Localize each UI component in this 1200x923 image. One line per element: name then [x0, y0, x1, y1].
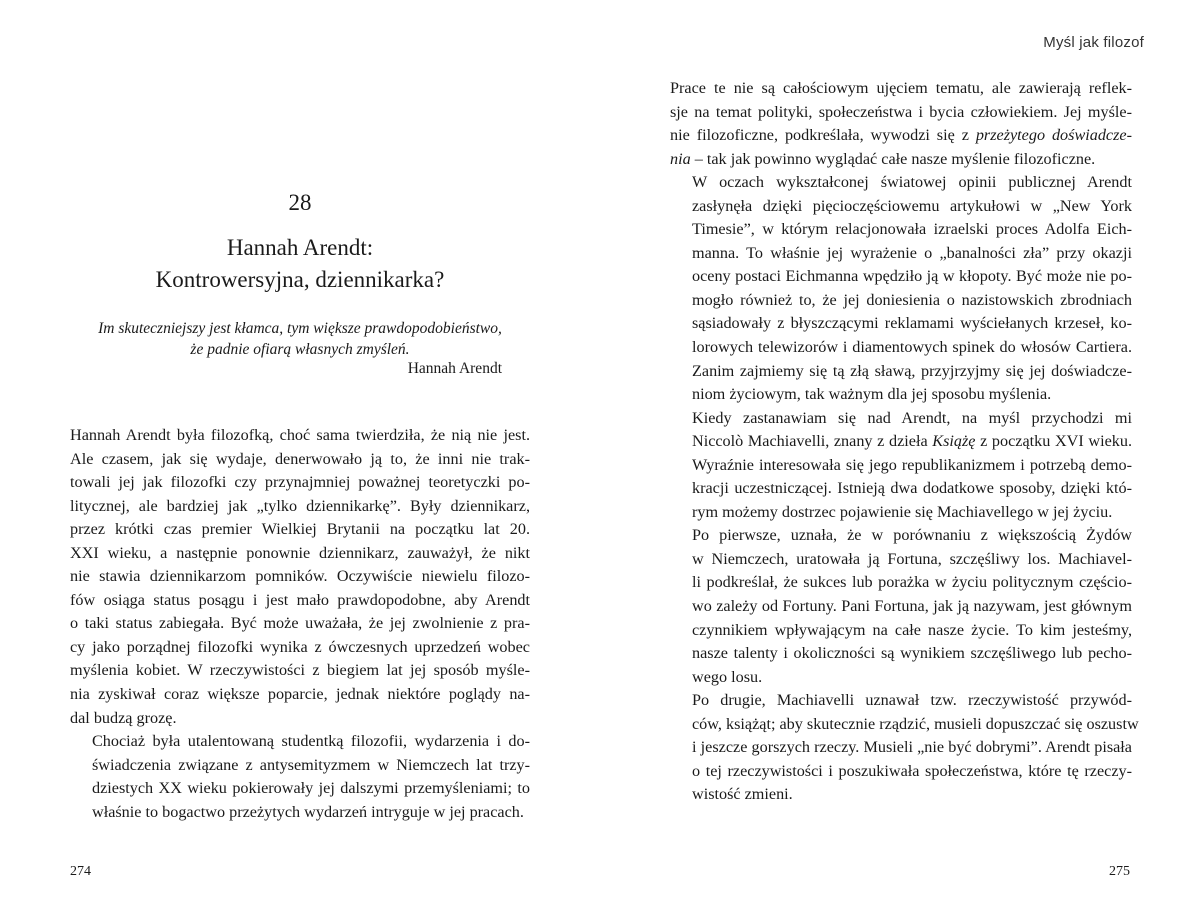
text-line: towali jej jak filozofki czy przynajmniej poważnej teoretyczki po-	[70, 473, 530, 492]
text-line: mogło również to, że jej doniesienia o nazistowskich zbrodniach	[692, 290, 1132, 309]
text-line: ców, książąt; aby skutecznie rządzić, musieli dopuszczać się oszustw	[692, 714, 1139, 733]
text-line: Hannah Arendt była filozofką, choć sama twierdziła, że nią nie jest.	[70, 426, 530, 444]
text-line: i jeszcze gorszych rzeczy. Musieli „nie być dobrymi”. Arendt pisała	[692, 738, 1132, 757]
text-line: W oczach wykształconej światowej opinii publicznej Arendt	[692, 173, 1132, 192]
text-line: Kiedy zastanawiam się nad Arendt, na myśl przychodzi mi	[692, 408, 1132, 427]
chapter-title-line: Kontrowersyjna, dziennikarka?	[155, 267, 445, 292]
epigraph-line: że padnie ofiarą własnych zmyśleń.	[190, 341, 410, 358]
text-line: wego losu.	[692, 667, 763, 686]
right-body-text	[670, 77, 1139, 807]
text-line: manna. To właśnie jej wyrażenie o „banalności zła” przy okazji	[692, 243, 1132, 262]
text-line: XXI wieku, a następnie ponownie dziennikarz, zauważył, że nikt	[70, 543, 530, 562]
text-line: nia zyskiwał coraz większe poparcie, jednak niektóre poglądy na-	[70, 685, 530, 704]
paragraph	[670, 77, 1132, 171]
page-number-right: 275	[1109, 864, 1130, 879]
text-line: sąsiadowały z błyszczącymi reklamami wyściełanych krzeseł, ko-	[692, 314, 1132, 333]
text-line: Chociaż była utalentowaną studentką filozofii, wydarzenia i do-	[92, 732, 530, 751]
text-line: nia – tak jak powinno wyglądać całe nasze myślenie filozoficzne.	[670, 149, 1096, 168]
text-line: fów osiąga status posągu i jest mało prawdopodobne, aby Arendt	[70, 590, 530, 609]
text-line: wo zależy od Fortuny. Pani Fortuna, jak ją nazywam, jest głównym	[692, 597, 1132, 616]
paragraph	[670, 689, 1139, 807]
text-line: Timesie”, w którym relacjonowała izraelski proces Adolfa Eich-	[692, 220, 1132, 239]
text-line: Prace te nie są całościowym ujęciem tematu, ale zawierają reflek-	[670, 79, 1132, 97]
paragraph	[70, 730, 530, 824]
text-line: o tej rzeczywistości i poszukiwała społeczeństwa, które tę rzeczy-	[692, 761, 1132, 780]
chapter-number: 28	[288, 190, 312, 215]
text-line: cy jako porządnej filozofki wynika z ówczesnych uprzedzeń wobec	[70, 637, 530, 656]
text-line: oceny postaci Eichmanna wpędziło ją w kłopoty. Być może nie po-	[692, 267, 1132, 286]
text-line: Wyraźnie interesowała się jego republikanizmem i potrzebą demo-	[692, 455, 1132, 474]
paragraph	[70, 424, 530, 730]
text-line: przez krótki czas premier Wielkiej Brytanii na początku lat 20.	[70, 520, 530, 539]
text-line: sje na temat polityki, społeczeństwa i bycia człowiekiem. Jej myśle-	[670, 102, 1132, 121]
text-line: dziestych XX wieku pokierowały jej dalszymi przemyśleniami; to	[92, 779, 530, 798]
paragraph	[670, 524, 1132, 689]
text-line: rym możemy dostrzec pojawienie się Machiavellego w jej życiu.	[692, 502, 1113, 521]
text-line: nie filozoficzne, podkreślała, wywodzi się z przeżytego doświadcze-	[670, 126, 1132, 145]
text-line: świadczenia związane z antysemityzmem w Niemczech lat trzy-	[92, 755, 530, 774]
right-page	[600, 0, 1200, 923]
text-line: litycznej, ale bardziej jak „tylko dziennikarkę”. Były dziennikarz,	[70, 496, 530, 515]
chapter-title-line: Hannah Arendt:	[226, 235, 374, 260]
text-line: nie stawia dziennikarzom pomników. Oczywiście niewielu filozo-	[70, 567, 530, 586]
running-header: Myśl jak filozof	[1043, 34, 1144, 51]
text-line: myślenia kobiet. W rzeczywistości z biegiem lat jej sposób myśle-	[70, 661, 530, 680]
text-line: Zanim zajmiemy się tą złą sławą, przyjrzyjmy się jej doświadcze-	[692, 361, 1132, 380]
text-line: niom życiowym, tak ważnym dla jej sposobu myślenia.	[692, 385, 1052, 404]
epigraph-line: Im skuteczniejszy jest kłamca, tym większe prawdopodobieństwo,	[98, 320, 502, 337]
text-line: Ale czasem, jak się wydaje, denerwowało ją to, że inni nie trak-	[70, 449, 530, 468]
text-line: czynnikiem wpływającym na całe nasze życie. To kim jesteśmy,	[692, 620, 1132, 639]
paragraph	[670, 171, 1132, 406]
text-line: nasze talenty i okoliczności są wynikiem szczęśliwego lub pecho-	[692, 644, 1132, 663]
text-line: li podkreślał, że sukces lub porażka w życiu politycznym częścio-	[692, 573, 1132, 592]
text-line: właśnie to bogactwo przeżytych wydarzeń intryguje w jej pracach.	[92, 802, 524, 821]
epigraph-author: Hannah Arendt	[407, 360, 502, 377]
text-line: kracji uczestniczącej. Istnieją dwa dodatkowe sposoby, dzięki któ-	[692, 479, 1132, 498]
left-body-text	[70, 424, 530, 824]
text-line: zasłynęła dzięki pięcioczęściowemu artykułowi w „New York	[692, 196, 1132, 215]
paragraph	[670, 407, 1132, 525]
text-line: Niccolò Machiavelli, znany z dzieła Książę z początku XVI wieku.	[692, 432, 1132, 451]
text-line: dal budzą grozę.	[70, 708, 177, 727]
text-line: w Niemczech, uratowała ją Fortuna, szczęśliwy los. Machiavel-	[692, 549, 1132, 568]
text-line: Po pierwsze, uznała, że w porównaniu z większością Żydów	[692, 526, 1132, 545]
text-line: lorowych telewizorów i diamentowych spinek do włosów Cartiera.	[692, 338, 1132, 357]
page-number-left: 274	[70, 864, 91, 879]
text-line: wistość zmieni.	[692, 785, 793, 804]
chapter-title	[0, 232, 600, 296]
epigraph	[70, 318, 530, 360]
text-line: o taki status zabiegała. Być może uważała, że jej zwolnienie z pra-	[70, 614, 530, 633]
text-line: Po drugie, Machiavelli uznawał tzw. rzeczywistość przywód-	[692, 691, 1132, 710]
